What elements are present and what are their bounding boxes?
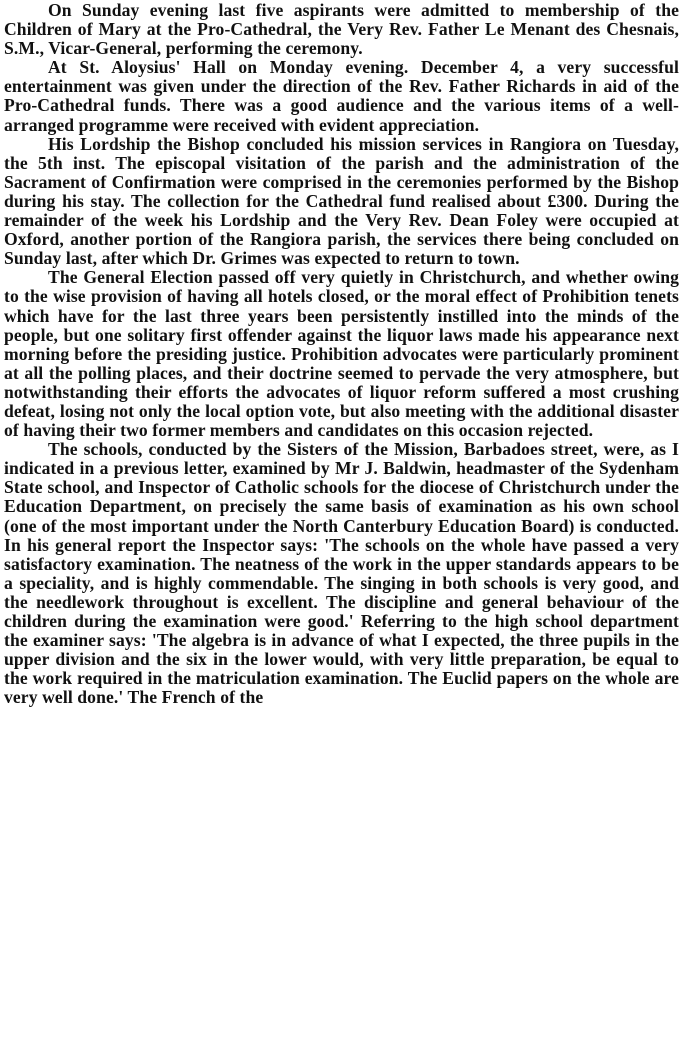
paragraph-general-election: The General Election passed off very quietly in Christchurch, and whether owing to the wise provision of having all hotels closed, or the moral effect of Prohibition tenets which have for the last three years been persistently instilled into the minds of the people, but one solitary first offender against the liquor laws made his appearance next morning before the presiding justice. Prohibition advocates were particularly prominent at all the polling places, and their doctrine seemed to pervade the very atmosphere, but notwithstanding their efforts the advocates of liquor reform suffered a most crushing defeat, losing not only the local option vote, but also meeting with the additional disaster of having their two former members and candidates on this occasion rejected. — [4, 267, 679, 441]
paragraph-schools-examination: The schools, conducted by the Sisters of the Mission, Barbadoes street, were, as I indicated in a previous letter, examined by Mr J. Baldwin, headmaster of the Sydenham State school, and Inspector of Catholic schools for the diocese of Christchurch under the Education Department, on precisely the same basis of examination as his own school (one of the most important under the North Canterbury Education Board) is conducted. In his general report the Inspector says: 'The schools on the whole have passed a very satisfactory examination. The neatness of the work in the upper standards appears to be a speciality, and is highly commendable. The singing in both schools is very good, and the needlework throughout is excellent. The discipline and general behaviour of the children during the examination were good.' Referring to the high school department the examiner says: 'The algebra is in advance of what I expected, the three pupils in the upper division and the six in the lower would, with very little preparation, be equal to the work required in the matriculation examination. The Euclid papers on the whole are very well done.' The French of the — [4, 439, 679, 708]
paragraph-st-aloysius-hall: At St. Aloysius' Hall on Monday evening. December 4, a very successful entertainment was given under the direction of the Rev. Father Richards in aid of the Pro-Cathedral funds. There was a good audience and the various items of a well-arranged programme were received with evident appreciation. — [4, 57, 679, 135]
paragraph-bishop-rangiora: His Lordship the Bishop concluded his mission services in Rangiora on Tuesday, the 5th inst. The episcopal visitation of the parish and the administration of the Sacrament of Confirmation were comprised in the ceremonies performed by the Bishop during his stay. The collection for the Cathedral fund realised about £300. During the remainder of the week his Lordship and the Very Rev. Dean Foley were occupied at Oxford, another portion of the Rangiora parish, the services there being concluded on Sunday last, after which Dr. Grimes was expected to return to town. — [4, 133, 679, 269]
paragraph-children-of-mary: On Sunday evening last five aspirants were admitted to membership of the Children of Mary at the Pro-Cathedral, the Very Rev. Father Le Menant des Chesnais, S.M., Vicar-General, performing the ceremony. — [4, 0, 679, 59]
